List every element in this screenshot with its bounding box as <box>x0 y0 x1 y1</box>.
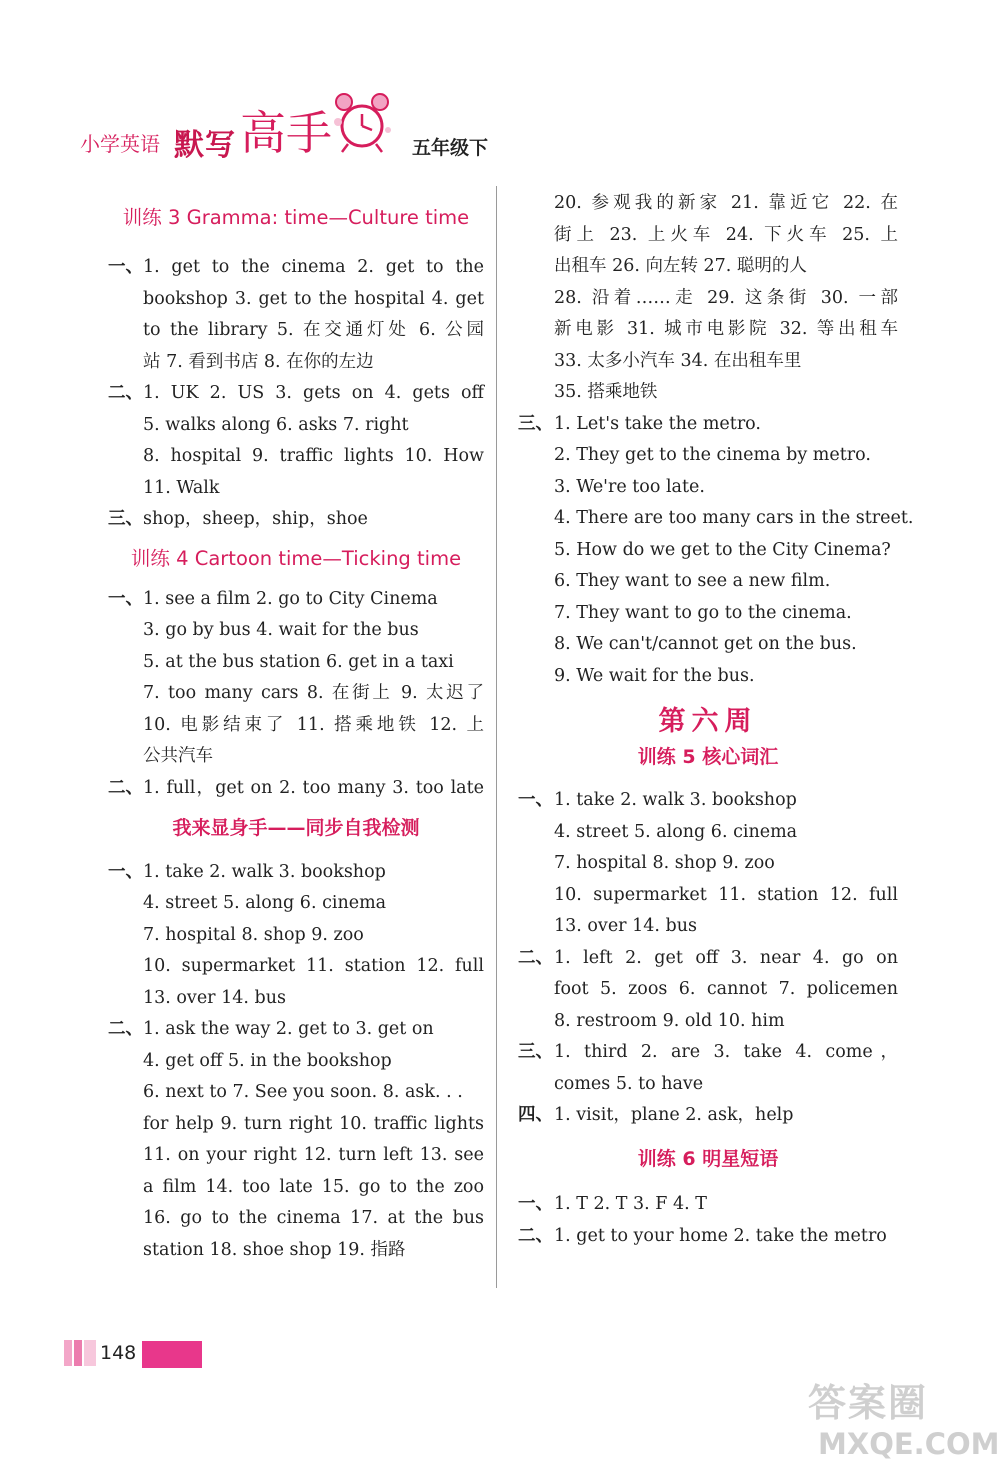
page-color-bar <box>142 1341 202 1368</box>
alarm-clock-icon <box>326 86 398 158</box>
answer-line: 33. 太多小汽车 34. 在出租车里 <box>554 350 802 371</box>
answer-line: 10. supermarket 11. station 12. full <box>143 956 484 976</box>
t3-part-3 <box>108 504 484 536</box>
mark-three: 三、 <box>518 1042 553 1062</box>
answer-line: 11. on your right 12. turn left 13. see <box>143 1145 484 1165</box>
mark-one: 一、 <box>108 861 143 882</box>
answer-line: 1. ask the way 2. get to 3. get on <box>143 1019 434 1039</box>
mark-one: 一、 <box>518 790 553 810</box>
answer-line: 13. over 14. bus <box>143 987 286 1008</box>
answer-line: 1. get to your home 2. take the metro <box>554 1225 887 1246</box>
answer-line: foot 5. zoos 6. cannot 7. policemen <box>554 979 898 999</box>
training-4-title: 训练 4 Cartoon time—Ticking time <box>130 546 462 570</box>
answer-line: 街上 23. 上火车 24. 下火车 25. 上 <box>554 224 898 245</box>
mark-two: 二、 <box>108 777 143 798</box>
answer-line: 20. 参观我的新家 21. 靠近它 22. 在 <box>554 193 898 213</box>
answer-line: for help 9. turn right 10. traffic lights <box>143 1113 484 1134</box>
mark-two: 二、 <box>518 947 553 968</box>
answer-line: 1. full，get on 2. too many 3. too late <box>143 777 484 798</box>
answer-line: 1. T 2. T 3. F 4. T <box>554 1194 707 1214</box>
self-check-title: 我来显身手——同步自我检测 <box>172 817 420 839</box>
answer-line: 1. see a film 2. go to City Cinema <box>143 588 438 609</box>
answer-line: 7. too many cars 8. 在街上 9. 太迟了 <box>143 683 484 703</box>
page-marker-icon <box>64 1338 98 1368</box>
answer-line: 5. at the bus station 6. get in a taxi <box>143 651 454 672</box>
page-number: 148 <box>100 1342 137 1364</box>
training-5-title: 训练 5 核心词汇 <box>637 745 779 768</box>
answer-line: 5. walks along 6. asks 7. right <box>143 414 409 435</box>
answer-line: 1. get to the cinema 2. get to the <box>143 257 484 277</box>
answer-line: 4. street 5. along 6. cinema <box>143 893 387 913</box>
column-divider <box>496 186 497 1288</box>
t5-part-2 <box>518 943 898 1038</box>
training-3-title: 训练 3 Gramma: time—Culture time <box>122 206 470 229</box>
right-column <box>518 188 914 1252</box>
answer-line: 8. hospital 9. traffic lights 10. How <box>143 446 484 466</box>
answer-line: 35. 搭乘地铁 <box>554 382 658 402</box>
watermark-logo-text: 答案圈 <box>808 1381 929 1425</box>
answer-line: 4. get off 5. in the bookshop <box>143 1050 392 1071</box>
answer-line: 2. They get to the cinema by metro. <box>554 445 871 465</box>
mark-one: 一、 <box>518 1194 553 1214</box>
series-title-middle: 默写 <box>174 128 236 163</box>
t5-part-1 <box>518 785 898 943</box>
series-title-large: 高手 <box>240 106 332 160</box>
answer-line: 新电影 31. 城市电影院 32. 等出租车 <box>554 319 898 339</box>
answer-line: 3. go by bus 4. wait for the bus <box>143 620 419 640</box>
answer-line: 1. take 2. walk 3. bookshop <box>143 861 386 882</box>
series-title-prefix: 小学英语 <box>80 132 160 156</box>
answer-line: 6. They want to see a new film. <box>554 571 831 591</box>
answer-line: 10. 电影结束了 11. 搭乘地铁 12. 上 <box>143 714 484 735</box>
answer-line: 1. left 2. get off 3. near 4. go on <box>554 947 898 968</box>
answer-line: 3. We're too late. <box>554 476 705 497</box>
answer-line: 7. hospital 8. shop 9. zoo <box>554 853 775 873</box>
mark-two: 二、 <box>108 383 143 403</box>
answer-line: 1. visit，plane 2. ask，help <box>554 1105 794 1125</box>
answer-line: 1. take 2. walk 3. bookshop <box>554 790 797 810</box>
t5-part-4 <box>518 1100 898 1132</box>
answer-line: 1. third 2. are 3. take 4. come， <box>554 1042 898 1062</box>
t6-part-1 <box>518 1189 898 1221</box>
answer-line: 13. over 14. bus <box>554 916 697 936</box>
answer-line: a film 14. too late 15. go to the zoo <box>143 1176 484 1197</box>
answer-line: shop，sheep，ship，shoe <box>143 509 368 529</box>
answer-line: 4. There are too many cars in the street. <box>554 508 914 528</box>
check-part-3 <box>518 409 914 693</box>
answer-line: 公共汽车 <box>143 746 213 766</box>
answer-line: 4. street 5. along 6. cinema <box>554 821 798 842</box>
mark-one: 一、 <box>108 588 143 609</box>
answer-line: to the library 5. 在交通灯处 6. 公园 <box>143 320 484 340</box>
answer-line: 5. How do we get to the City Cinema? <box>554 539 891 560</box>
t3-part-2 <box>108 378 484 504</box>
answer-line: 28. 沿着……走 29. 这条街 30. 一部 <box>554 287 898 308</box>
answer-line: 8. We can't/cannot get on the bus. <box>554 634 857 654</box>
t5-part-3 <box>518 1037 898 1100</box>
answer-line: 8. restroom 9. old 10. him <box>554 1010 785 1031</box>
answer-line: 10. supermarket 11. station 12. full <box>554 884 898 905</box>
mark-three: 三、 <box>108 509 143 529</box>
training-6-title: 训练 6 明星短语 <box>637 1147 779 1170</box>
check-part-2-cont <box>518 188 898 409</box>
t6-part-2 <box>518 1221 898 1253</box>
answer-line: 站 7. 看到书店 8. 在你的左边 <box>143 351 374 372</box>
left-column <box>108 206 484 1266</box>
answer-line: 1. UK 2. US 3. gets on 4. gets off <box>143 383 484 403</box>
answer-line: bookshop 3. get to the hospital 4. get <box>143 288 484 309</box>
mark-four: 四、 <box>518 1105 553 1125</box>
watermark <box>808 1372 1000 1461</box>
week-heading: 第六周 <box>658 706 758 737</box>
mark-two: 二、 <box>108 1019 143 1039</box>
watermark-url: MXQE.COM <box>818 1427 1000 1461</box>
t4-part-2 <box>108 773 484 805</box>
mark-three: 三、 <box>518 413 553 434</box>
answer-line: 6. next to 7. See you soon. 8. ask. . . <box>143 1082 463 1102</box>
answer-line: 1. Let's take the metro. <box>554 413 761 434</box>
mark-two: 二、 <box>518 1225 553 1246</box>
answer-line: 9. We wait for the bus. <box>554 665 755 686</box>
grade-label: 五年级下 <box>412 137 489 159</box>
mark-one: 一、 <box>108 257 143 277</box>
answer-line: 7. hospital 8. shop 9. zoo <box>143 924 364 945</box>
answer-line: 出租车 26. 向左转 27. 聪明的人 <box>554 256 807 276</box>
answer-line: station 18. shoe shop 19. 指路 <box>143 1239 406 1260</box>
check-part-1 <box>108 857 484 1015</box>
answer-line: 7. They want to go to the cinema. <box>554 602 852 623</box>
check-part-2 <box>108 1014 484 1266</box>
answer-line: 16. go to the cinema 17. at the bus <box>143 1208 484 1228</box>
t4-part-1 <box>108 584 484 773</box>
answer-line: comes 5. to have <box>554 1073 704 1094</box>
answer-line: 11. Walk <box>143 477 220 498</box>
t3-part-1 <box>108 252 484 378</box>
